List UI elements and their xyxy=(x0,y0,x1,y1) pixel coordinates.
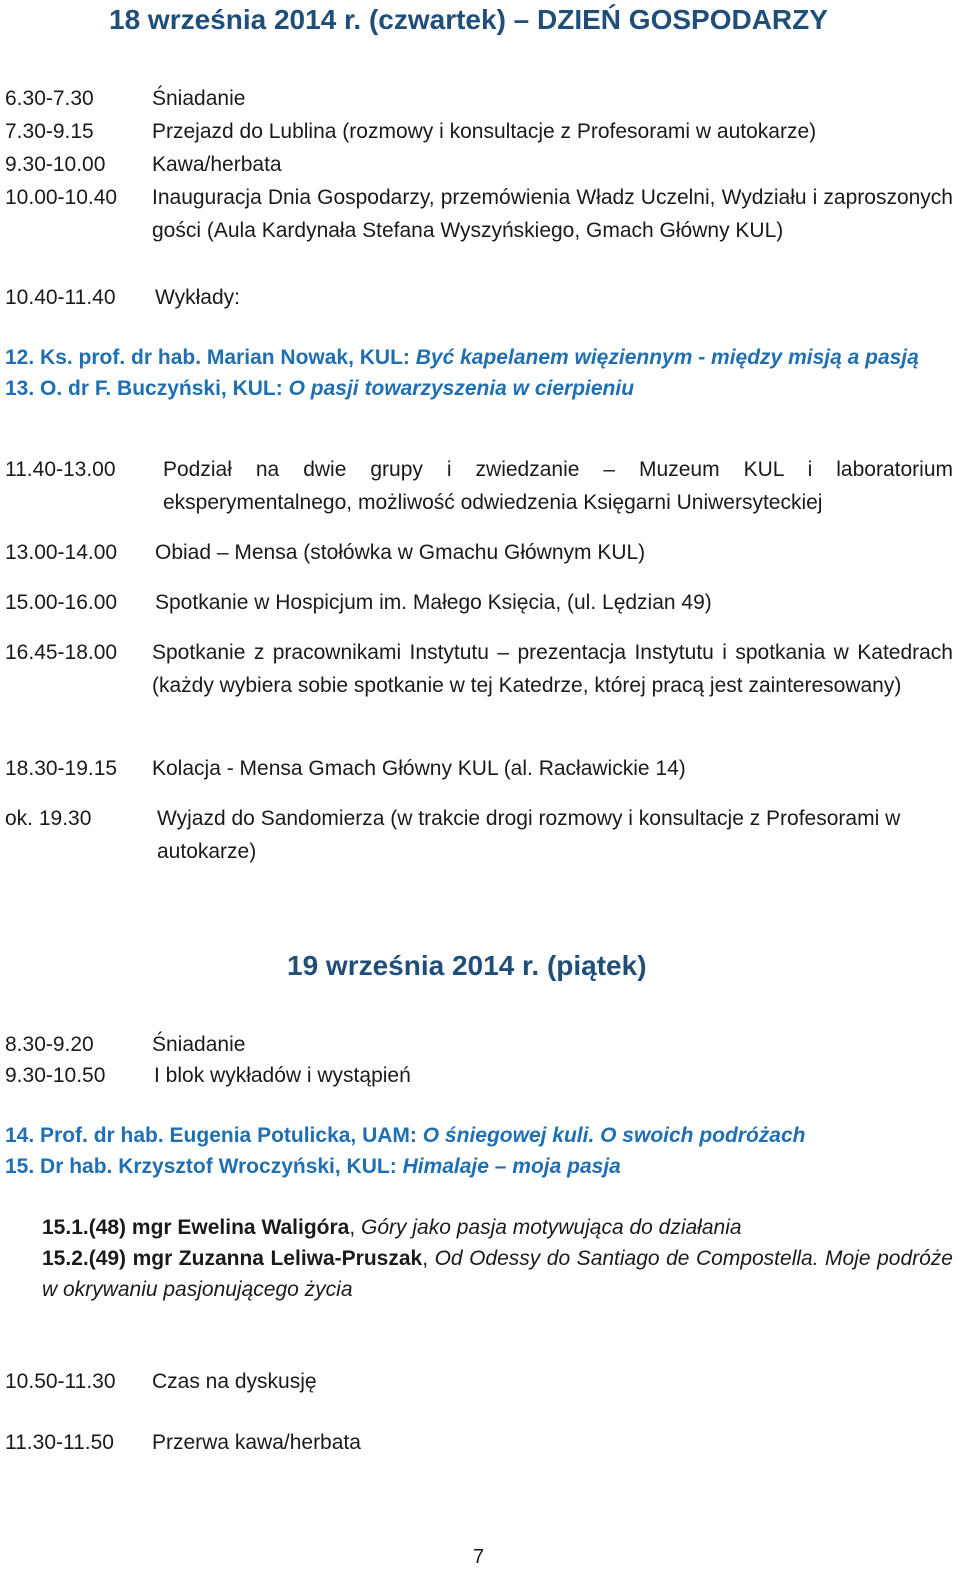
schedule-desc: Inauguracja Dnia Gospodarzy, przemówienia Władz Uczelni, Wydziału i zaproszonych gości (Aula Kardynała Stefana Wyszyńskiego, Gmach Główny KUL) xyxy=(152,186,953,242)
lecture-title: Himalaje – moja pasja xyxy=(402,1155,621,1178)
schedule-time: 7.30-9.15 xyxy=(5,120,94,143)
schedule-desc: Przejazd do Lublina (rozmowy i konsultacje z Profesorami w autokarze) xyxy=(152,120,817,143)
lecture-title: Być kapelanem więziennym - między misją a pasją xyxy=(415,346,919,369)
lecture-item xyxy=(5,373,634,404)
sublecture-number: 15.2.(49) xyxy=(42,1247,127,1270)
schedule-time: ok. 19.30 xyxy=(5,807,92,830)
schedule-time: 16.45-18.00 xyxy=(5,641,118,664)
schedule-time: 11.30-11.50 xyxy=(5,1431,114,1454)
schedule-time: 9.30-10.50 xyxy=(5,1064,106,1087)
lecture-item xyxy=(5,342,919,373)
schedule-desc: Kolacja - Mensa Gmach Główny KUL (al. Racławickie 14) xyxy=(152,757,686,780)
lecture-item xyxy=(5,1120,806,1151)
schedule-desc: Spotkanie z pracownikami Instytutu – prezentacja Instytutu i spotkania w Katedrach (każdy wybiera sobie spotkanie w tej Katedrze, której pracą jest zainteresowany) xyxy=(152,641,953,697)
schedule-time: 6.30-7.30 xyxy=(5,87,94,110)
sublecture-item: 15.1.(48) mgr Ewelina Waligóra, Góry jako pasja motywująca do działania xyxy=(42,1216,742,1239)
schedule-time: 8.30-9.20 xyxy=(5,1033,94,1056)
schedule-desc: Czas na dyskusję xyxy=(152,1370,317,1393)
lecture-speaker: Ks. prof. dr hab. Marian Nowak, KUL: xyxy=(40,346,410,369)
day2-heading: 19 września 2014 r. (piątek) xyxy=(287,950,647,981)
schedule-time: 10.50-11.30 xyxy=(5,1370,116,1393)
schedule-time: 18.30-19.15 xyxy=(5,757,118,780)
lecture-number: 13. xyxy=(5,377,35,400)
schedule-time: 11.40-13.00 xyxy=(5,458,116,481)
sublecture-title: Góry jako pasja motywująca do działania xyxy=(361,1216,742,1239)
day1-heading: 18 września 2014 r. (czwartek) – DZIEŃ GOSPODARZY xyxy=(109,4,828,35)
schedule-desc: I blok wykładów i wystąpień xyxy=(154,1064,411,1087)
schedule-desc: Śniadanie xyxy=(152,87,246,110)
sublecture-item: 15.2.(49) mgr Zuzanna Leliwa-Pruszak, Od Odessy do Santiago de Compostella. Moje podróże w okrywaniu pasjonującego życia xyxy=(42,1247,953,1301)
lecture-number: 14. xyxy=(5,1124,35,1147)
schedule-time: 10.40-11.40 xyxy=(5,286,116,309)
lecture-number: 15. xyxy=(5,1155,35,1178)
lecture-item xyxy=(5,1151,621,1182)
lecture-title: O pasji towarzyszenia w cierpieniu xyxy=(288,377,635,400)
schedule-time: 9.30-10.00 xyxy=(5,153,106,176)
lecture-title: O śniegowej kuli. O swoich podróżach xyxy=(422,1124,806,1147)
sublecture-speaker: mgr Zuzanna Leliwa-Pruszak xyxy=(132,1247,423,1270)
schedule-desc: Obiad – Mensa (stołówka w Gmachu Głównym KUL) xyxy=(155,541,646,564)
lecture-speaker: Prof. dr hab. Eugenia Potulicka, UAM: xyxy=(40,1124,417,1147)
schedule-time: 15.00-16.00 xyxy=(5,591,118,614)
schedule-desc: Wyjazd do Sandomierza (w trakcie drogi rozmowy i konsultacje z Profesorami w autokarze) xyxy=(157,807,901,863)
sublecture-speaker: mgr Ewelina Waligóra xyxy=(131,1216,350,1239)
schedule-desc: Przerwa kawa/herbata xyxy=(152,1431,361,1454)
schedule-desc: Spotkanie w Hospicjum im. Małego Księcia, (ul. Lędzian 49) xyxy=(155,591,712,614)
lecture-speaker: Dr hab. Krzysztof Wroczyński, KUL: xyxy=(40,1155,397,1178)
lecture-speaker: O. dr F. Buczyński, KUL: xyxy=(40,377,283,400)
lecture-number: 12. xyxy=(5,346,35,369)
sublecture-title: Od Odessy do Santiago de Compostella. Moje podróże w okrywaniu pasjonującego życia xyxy=(42,1247,953,1301)
schedule-time: 13.00-14.00 xyxy=(5,541,118,564)
schedule-desc: Wykłady: xyxy=(155,286,240,309)
schedule-desc: Śniadanie xyxy=(152,1033,246,1056)
schedule-desc: Podział na dwie grupy i zwiedzanie – Muzeum KUL i laboratorium eksperymentalnego, możliwość odwiedzenia Księgarni Uniwersyteckiej xyxy=(163,458,953,514)
schedule-desc: Kawa/herbata xyxy=(152,153,282,176)
page-number: 7 xyxy=(473,1546,485,1568)
sublecture-number: 15.1.(48) xyxy=(42,1216,127,1239)
schedule-time: 10.00-10.40 xyxy=(5,186,118,209)
